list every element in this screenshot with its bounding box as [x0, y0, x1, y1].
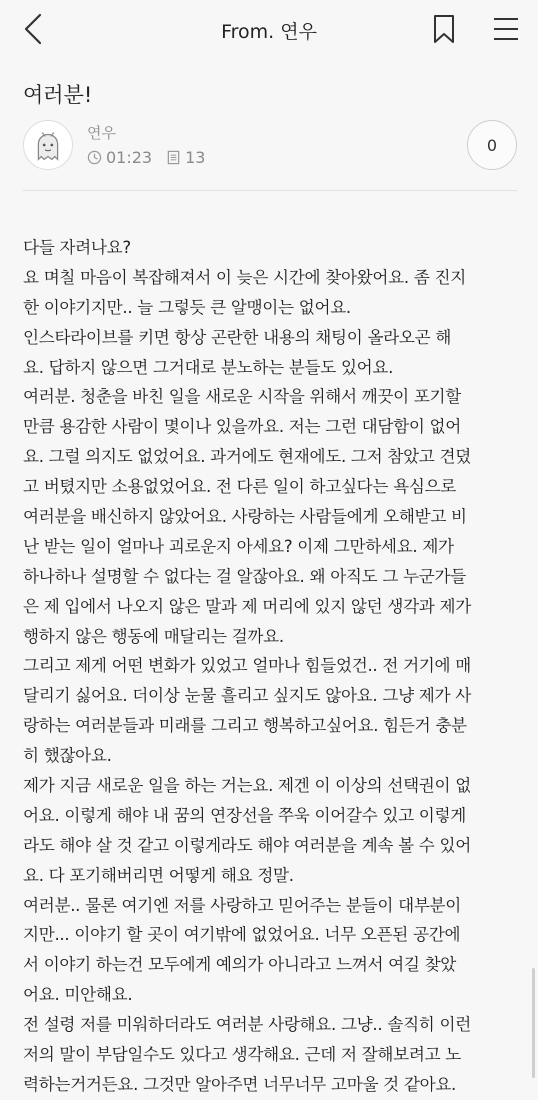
- page-title: From. 연우: [221, 21, 317, 43]
- body-line: 요 며칠 마음이 복잡해져서 이 늦은 시간에 찾아왔어요. 좀 진지: [23, 267, 466, 287]
- body-line: 요. 답하지 않으면 그거대로 분노하는 분들도 있어요.: [23, 357, 394, 377]
- body-line: 전 설령 저를 미워하더라도 여러분 사랑해요. 그냥.. 솔직히 이런: [23, 1015, 471, 1035]
- body-line: 제가 지금 새로운 일을 하는 거는요. 제겐 이 이상의 선택권이 없: [23, 776, 471, 796]
- top-bar: [0, 0, 538, 58]
- body-line: 여러분을 배신하지 않았어요. 사랑하는 사람들에게 오해받고 비: [23, 507, 467, 527]
- body-line: 라도 해야 살 것 같고 이렇게라도 해야 여러분을 계속 볼 수 있어: [23, 835, 471, 855]
- body-line: 은 제 입에서 나오지 않은 말과 제 머리에 있지 않던 생각과 제가: [23, 596, 471, 616]
- scrollbar[interactable]: [532, 968, 535, 1078]
- body-line: 히 했잖아요.: [23, 746, 112, 766]
- post-title: 여러분!: [23, 83, 93, 107]
- body-line: 한 이야기지만.. 늘 그렇듯 큰 알맹이는 없어요.: [23, 297, 351, 317]
- hamburger-menu-icon[interactable]: [492, 15, 520, 43]
- post-meta: [87, 148, 205, 167]
- avatar[interactable]: [23, 120, 73, 170]
- body-line: 어요. 이렇게 해야 내 꿈의 연장선을 쭈욱 이어갈수 있고 이렇게: [23, 805, 466, 825]
- body-line: 어요. 미안해요.: [23, 985, 133, 1005]
- body-line: 랑하는 여러분들과 미래를 그리고 행복하고싶어요. 힘든거 충분: [23, 716, 467, 736]
- body-line: 하나하나 설명할 수 없다는 걸 알잖아요. 왜 아직도 그 누군가들: [23, 566, 466, 586]
- post-body: [23, 233, 523, 1100]
- body-line: 다들 자려나요?: [23, 238, 131, 257]
- ghost-avatar-icon: [24, 121, 72, 169]
- body-line: 고 버텼지만 소용없었어요. 전 다른 일이 하고싶다는 욕심으로: [23, 477, 457, 497]
- bookmark-icon[interactable]: [431, 14, 457, 44]
- body-line: 요. 그럴 의지도 없었어요. 과거에도 현재에도. 그저 참았고 견뎠: [23, 447, 471, 467]
- author-name: 연우: [87, 124, 116, 142]
- body-line: 여러분.. 물론 여기엔 저를 사랑하고 믿어주는 분들이 대부분이: [23, 895, 462, 915]
- comment-count-button[interactable]: [467, 120, 517, 170]
- duration: 01:23: [106, 148, 153, 167]
- body-line: 요. 다 포기해버리면 어떻게 해요 정말.: [23, 865, 294, 885]
- document-icon: [166, 150, 181, 165]
- body-line: 달리기 싫어요. 더이상 눈물 흘리고 싶지도 않아요. 그냥 제가 사: [23, 686, 471, 706]
- body-line: 인스타라이브를 키면 항상 곤란한 내용의 채팅이 올라오곤 해: [23, 327, 452, 347]
- divider: [23, 190, 517, 191]
- comment-count: 0: [486, 135, 498, 155]
- body-line: 여러분. 청춘을 바친 일을 새로운 시작을 위해서 깨끗이 포기할: [23, 387, 462, 407]
- page-count: 13: [185, 148, 206, 167]
- body-line: 력하는거거든요. 그것만 알아주면 너무너무 고마울 것 같아요.: [23, 1074, 457, 1094]
- body-line: 서 이야기 하는건 모두에게 예의가 아니라고 느껴서 여길 찾았: [23, 955, 457, 975]
- body-line: 행하지 않은 행동에 매달리는 걸까요.: [23, 626, 284, 646]
- body-line: 지만... 이야기 할 곳이 여기밖에 없었어요. 너무 오픈된 공간에: [23, 925, 461, 945]
- body-line: 저의 말이 부담일수도 있다고 생각해요. 근데 저 잘해보려고 노: [23, 1045, 462, 1065]
- clock-icon: [87, 150, 102, 165]
- body-line: 난 받는 일이 얼마나 괴로운지 아세요? 이제 그만하세요. 제가: [23, 536, 454, 556]
- body-line: 그리고 제게 어떤 변화가 있었고 얼마나 힘들었건.. 전 거기에 매: [23, 656, 471, 676]
- body-line: 만큼 용감한 사람이 몇이나 있을까요. 저는 그런 대담함이 없어: [23, 417, 462, 437]
